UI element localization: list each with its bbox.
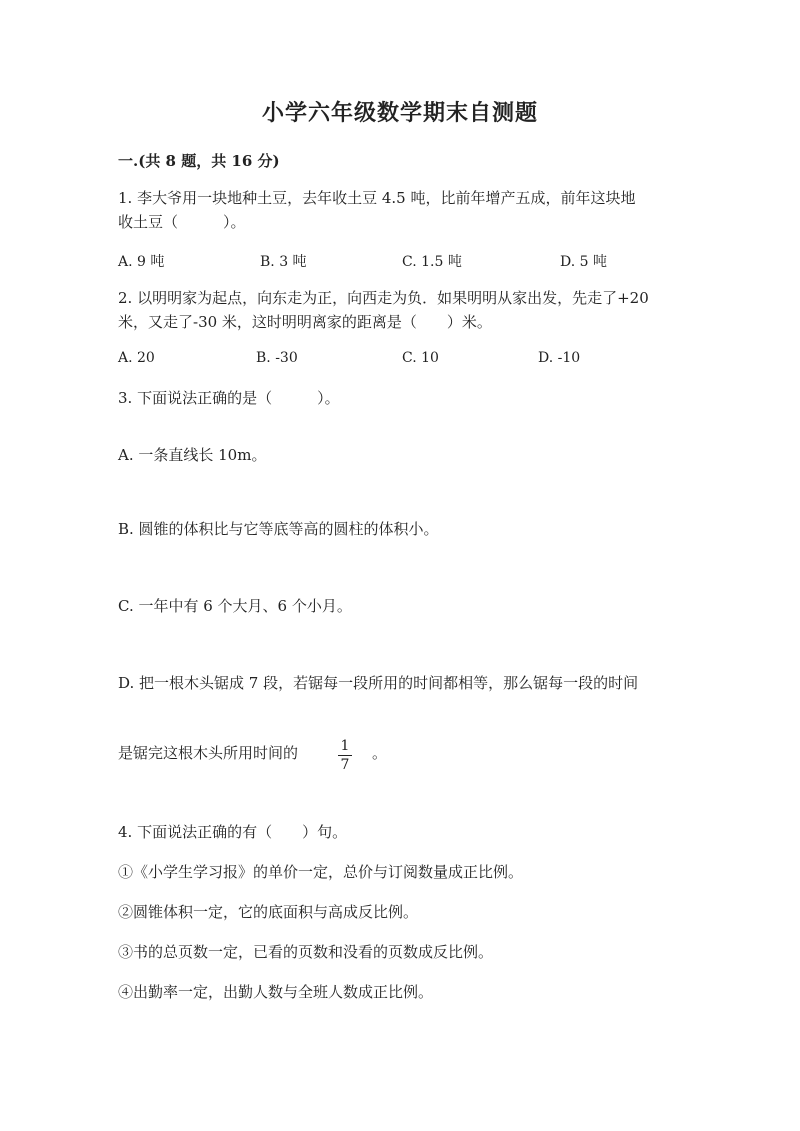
fraction-numerator: 1 xyxy=(338,738,352,756)
question-2-line-1: 2. 以明明家为起点，向东走为正，向西走为负．如果明明从家出发，先走了+20 xyxy=(118,289,649,307)
question-1-line-2: 收土豆（ ）。 xyxy=(118,213,246,231)
question-2-option-b: B. -30 xyxy=(256,350,298,366)
question-4-stem: 4. 下面说法正确的有（ ）句。 xyxy=(118,823,348,841)
question-2-option-d: D. -10 xyxy=(538,350,581,366)
question-1-option-b: B. 3 吨 xyxy=(260,254,307,270)
question-3-option-b: B. 圆锥的体积比与它等底等高的圆柱的体积小。 xyxy=(118,520,439,538)
question-4-item-3: ③书的总页数一定，已看的页数和没看的页数成反比例。 xyxy=(118,943,494,961)
question-1-option-a: A. 9 吨 xyxy=(118,254,165,270)
question-3-stem: 3. 下面说法正确的是（ ）。 xyxy=(118,389,340,407)
fraction-denominator: 7 xyxy=(340,757,350,773)
question-3-option-d-line-1: D. 把一根木头锯成 7 段，若锯每一段所用的时间都相等，那么锯每一段的时间 xyxy=(118,674,639,692)
question-3-option-d-line-2: 是锯完这根木头所用时间的 xyxy=(118,744,299,762)
section-heading: 一.(共 8 题，共 16 分) xyxy=(118,152,280,170)
question-2-option-c: C. 10 xyxy=(402,350,439,366)
question-3-option-d-end: 。 xyxy=(372,744,388,762)
question-4-item-4: ④出勤率一定，出勤人数与全班人数成正比例。 xyxy=(118,983,434,1001)
fraction-one-seventh xyxy=(338,738,352,773)
page-title: 小学六年级数学期末自测题 xyxy=(261,100,538,126)
question-1-option-c: C. 1.5 吨 xyxy=(402,254,462,270)
question-4-item-1: ①《小学生学习报》的单价一定，总价与订阅数量成正比例。 xyxy=(118,863,524,881)
question-2-option-a: A. 20 xyxy=(118,350,155,366)
question-1-line-1: 1. 李大爷用一块地种土豆，去年收土豆 4.5 吨，比前年增产五成，前年这块地 xyxy=(118,189,636,207)
question-3-option-c: C. 一年中有 6 个大月、6 个小月。 xyxy=(118,597,352,615)
question-2-line-2: 米，又走了-30 米，这时明明离家的距离是（ ）米。 xyxy=(118,313,492,331)
question-4-item-2: ②圆锥体积一定，它的底面积与高成反比例。 xyxy=(118,903,419,921)
question-3-option-a: A. 一条直线长 10m。 xyxy=(118,446,267,464)
question-1-option-d: D. 5 吨 xyxy=(560,254,607,270)
